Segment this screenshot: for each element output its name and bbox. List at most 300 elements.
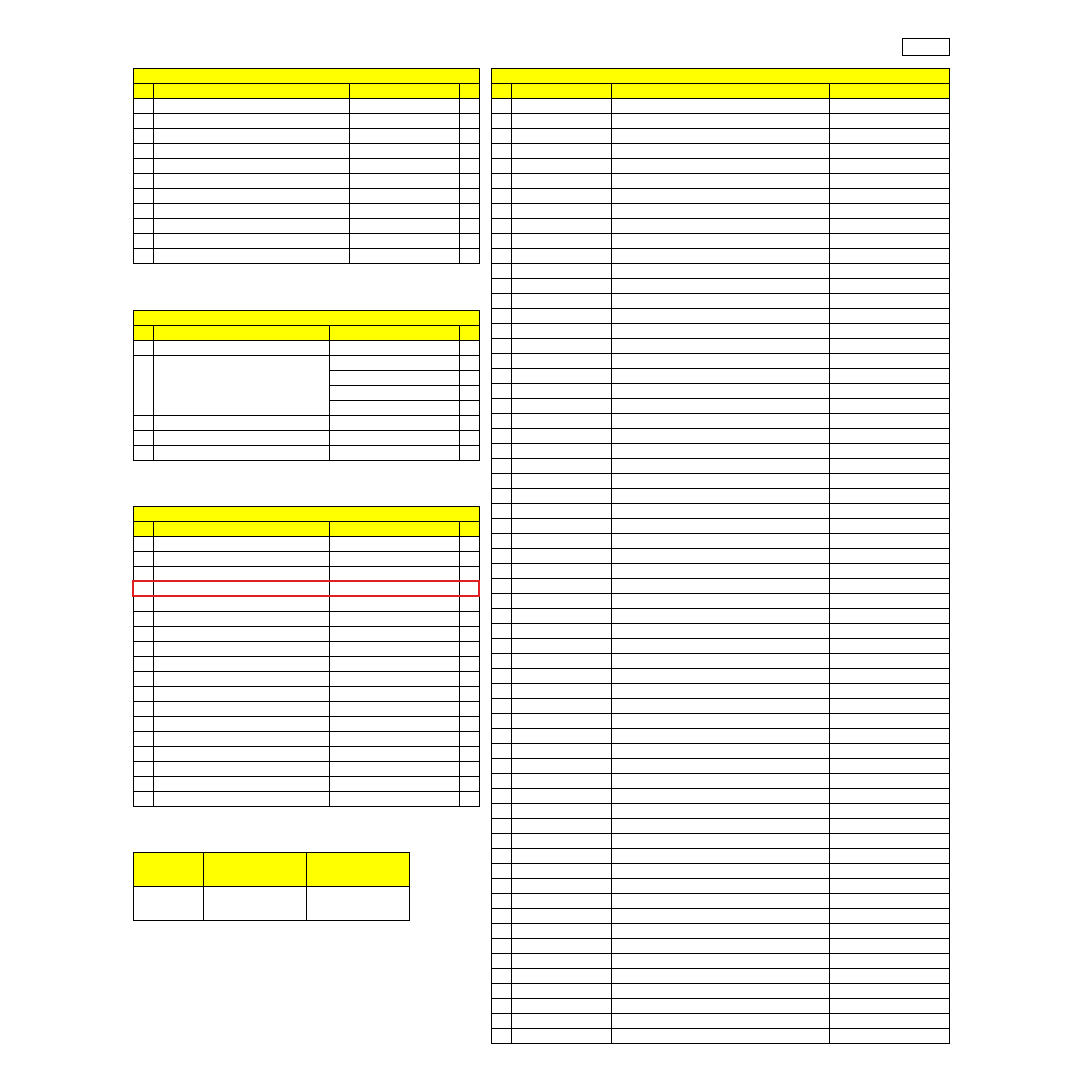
row-number bbox=[492, 99, 512, 114]
row-number bbox=[492, 414, 512, 429]
row-number bbox=[134, 356, 154, 416]
athlete-affiliation bbox=[612, 399, 830, 414]
row-sport bbox=[330, 552, 460, 567]
athlete-name bbox=[512, 669, 612, 684]
row-serial bbox=[460, 189, 480, 204]
athlete-affiliation bbox=[612, 549, 830, 564]
row-sport bbox=[350, 189, 460, 204]
row-sport bbox=[330, 642, 460, 657]
club-table bbox=[133, 506, 480, 807]
row-name bbox=[154, 341, 330, 356]
table-row bbox=[492, 534, 950, 549]
row-number bbox=[492, 249, 512, 264]
row-sport bbox=[330, 657, 460, 672]
row-number bbox=[134, 219, 154, 234]
athlete-name bbox=[512, 504, 612, 519]
summary-header bbox=[134, 853, 204, 887]
athlete-sport bbox=[830, 1014, 950, 1029]
row-sport bbox=[330, 597, 460, 612]
row-name bbox=[154, 552, 330, 567]
athlete-affiliation bbox=[612, 174, 830, 189]
row-number bbox=[134, 234, 154, 249]
table-row bbox=[492, 579, 950, 594]
table-row bbox=[492, 309, 950, 324]
athlete-name bbox=[512, 354, 612, 369]
table-row bbox=[492, 744, 950, 759]
athlete-name bbox=[512, 969, 612, 984]
row-number bbox=[492, 714, 512, 729]
table-row bbox=[134, 642, 480, 657]
athlete-affiliation bbox=[612, 909, 830, 924]
row-name bbox=[154, 672, 330, 687]
athlete-sport bbox=[830, 369, 950, 384]
row-serial bbox=[460, 537, 480, 552]
col-header bbox=[134, 84, 154, 99]
athlete-affiliation bbox=[612, 1014, 830, 1029]
athlete-affiliation bbox=[612, 624, 830, 639]
athlete-sport bbox=[830, 669, 950, 684]
row-sport bbox=[330, 672, 460, 687]
table-row bbox=[492, 774, 950, 789]
university-table bbox=[133, 310, 480, 461]
athlete-sport bbox=[830, 159, 950, 174]
row-number bbox=[492, 594, 512, 609]
athlete-affiliation bbox=[612, 519, 830, 534]
row-name bbox=[154, 792, 330, 807]
table-row bbox=[492, 699, 950, 714]
col-header bbox=[330, 522, 460, 537]
row-serial bbox=[460, 129, 480, 144]
athlete-name bbox=[512, 639, 612, 654]
individual-caption bbox=[492, 69, 950, 84]
table-row bbox=[134, 249, 480, 264]
table-row bbox=[492, 204, 950, 219]
row-number bbox=[492, 294, 512, 309]
row-number bbox=[492, 1014, 512, 1029]
row-serial bbox=[460, 401, 480, 416]
row-serial bbox=[460, 159, 480, 174]
row-sport bbox=[330, 717, 460, 732]
table-row bbox=[134, 687, 480, 702]
table-row bbox=[492, 669, 950, 684]
table-row bbox=[134, 747, 480, 762]
row-number bbox=[134, 597, 154, 612]
athlete-affiliation bbox=[612, 954, 830, 969]
athlete-affiliation bbox=[612, 129, 830, 144]
athlete-sport bbox=[830, 999, 950, 1014]
highlight-box bbox=[132, 580, 480, 597]
athlete-sport bbox=[830, 684, 950, 699]
athlete-sport bbox=[830, 894, 950, 909]
row-name bbox=[154, 99, 350, 114]
table-row bbox=[492, 339, 950, 354]
table-row bbox=[134, 657, 480, 672]
row-number bbox=[134, 687, 154, 702]
row-number bbox=[492, 954, 512, 969]
athlete-sport bbox=[830, 534, 950, 549]
row-name bbox=[154, 159, 350, 174]
athlete-name bbox=[512, 1014, 612, 1029]
row-number bbox=[492, 609, 512, 624]
table-row bbox=[492, 144, 950, 159]
athlete-affiliation bbox=[612, 234, 830, 249]
row-name bbox=[154, 249, 350, 264]
row-name bbox=[154, 431, 330, 446]
row-name bbox=[154, 356, 330, 416]
row-club bbox=[330, 431, 460, 446]
athlete-name bbox=[512, 459, 612, 474]
row-name bbox=[154, 762, 330, 777]
athlete-affiliation bbox=[612, 459, 830, 474]
table-row bbox=[492, 369, 950, 384]
athlete-sport bbox=[830, 144, 950, 159]
row-number bbox=[134, 702, 154, 717]
row-serial bbox=[460, 341, 480, 356]
row-sport bbox=[330, 687, 460, 702]
row-number bbox=[492, 639, 512, 654]
athlete-name bbox=[512, 339, 612, 354]
row-sport bbox=[330, 747, 460, 762]
row-serial bbox=[460, 642, 480, 657]
summary-header bbox=[307, 853, 410, 887]
row-number bbox=[492, 564, 512, 579]
athlete-name bbox=[512, 1029, 612, 1044]
row-number bbox=[134, 431, 154, 446]
athlete-name bbox=[512, 189, 612, 204]
athlete-affiliation bbox=[612, 969, 830, 984]
athlete-sport bbox=[830, 414, 950, 429]
athlete-name bbox=[512, 759, 612, 774]
athlete-sport bbox=[830, 939, 950, 954]
table-row bbox=[492, 114, 950, 129]
row-club bbox=[330, 341, 460, 356]
row-number bbox=[134, 537, 154, 552]
athlete-name bbox=[512, 534, 612, 549]
row-number bbox=[492, 759, 512, 774]
athlete-sport bbox=[830, 879, 950, 894]
row-number bbox=[492, 369, 512, 384]
athlete-affiliation bbox=[612, 324, 830, 339]
table-row bbox=[492, 519, 950, 534]
athlete-name bbox=[512, 999, 612, 1014]
summary-value bbox=[204, 887, 307, 921]
row-serial bbox=[460, 371, 480, 386]
row-serial bbox=[460, 597, 480, 612]
athlete-affiliation bbox=[612, 729, 830, 744]
athlete-sport bbox=[830, 354, 950, 369]
row-serial bbox=[460, 747, 480, 762]
athlete-sport bbox=[830, 564, 950, 579]
col-header bbox=[460, 84, 480, 99]
athlete-sport bbox=[830, 579, 950, 594]
row-number bbox=[134, 144, 154, 159]
table-row bbox=[492, 249, 950, 264]
table-row bbox=[492, 1014, 950, 1029]
table-row bbox=[492, 849, 950, 864]
athlete-sport bbox=[830, 429, 950, 444]
table-row bbox=[492, 879, 950, 894]
athlete-affiliation bbox=[612, 414, 830, 429]
athlete-sport bbox=[830, 654, 950, 669]
table-row bbox=[134, 597, 480, 612]
table-row bbox=[134, 341, 480, 356]
row-name bbox=[154, 732, 330, 747]
row-number bbox=[492, 684, 512, 699]
athlete-affiliation bbox=[612, 744, 830, 759]
athlete-affiliation bbox=[612, 114, 830, 129]
col-header bbox=[154, 326, 330, 341]
col-header bbox=[154, 84, 350, 99]
table-row bbox=[134, 174, 480, 189]
row-name bbox=[154, 174, 350, 189]
athlete-name bbox=[512, 249, 612, 264]
athlete-name bbox=[512, 204, 612, 219]
table-row bbox=[492, 834, 950, 849]
athlete-name bbox=[512, 99, 612, 114]
athlete-name bbox=[512, 279, 612, 294]
athlete-sport bbox=[830, 714, 950, 729]
athlete-name bbox=[512, 159, 612, 174]
table-row bbox=[492, 429, 950, 444]
row-name bbox=[154, 189, 350, 204]
athlete-affiliation bbox=[612, 564, 830, 579]
athlete-name bbox=[512, 474, 612, 489]
athlete-sport bbox=[830, 774, 950, 789]
row-sport bbox=[330, 732, 460, 747]
row-number bbox=[134, 341, 154, 356]
athlete-name bbox=[512, 564, 612, 579]
table-row bbox=[134, 792, 480, 807]
col-header bbox=[460, 326, 480, 341]
row-name bbox=[154, 129, 350, 144]
corporate-caption bbox=[134, 69, 480, 84]
row-sport bbox=[350, 99, 460, 114]
table-row bbox=[492, 489, 950, 504]
row-club bbox=[330, 371, 460, 386]
table-row bbox=[134, 777, 480, 792]
row-sport bbox=[350, 174, 460, 189]
row-number bbox=[134, 672, 154, 687]
athlete-sport bbox=[830, 519, 950, 534]
row-number bbox=[492, 894, 512, 909]
row-number bbox=[492, 354, 512, 369]
row-sport bbox=[330, 792, 460, 807]
table-row bbox=[492, 234, 950, 249]
row-number bbox=[492, 879, 512, 894]
table-row bbox=[134, 114, 480, 129]
athlete-affiliation bbox=[612, 669, 830, 684]
row-number bbox=[134, 732, 154, 747]
athlete-affiliation bbox=[612, 339, 830, 354]
row-number bbox=[492, 339, 512, 354]
row-number bbox=[492, 579, 512, 594]
row-name bbox=[154, 144, 350, 159]
athlete-name bbox=[512, 984, 612, 999]
athlete-name bbox=[512, 579, 612, 594]
athlete-sport bbox=[830, 639, 950, 654]
athlete-sport bbox=[830, 99, 950, 114]
row-sport bbox=[350, 249, 460, 264]
col-header bbox=[830, 84, 950, 99]
table-row bbox=[492, 939, 950, 954]
table-row bbox=[492, 159, 950, 174]
row-number bbox=[492, 144, 512, 159]
row-name bbox=[154, 219, 350, 234]
row-sport bbox=[330, 777, 460, 792]
row-sport bbox=[350, 234, 460, 249]
row-number bbox=[134, 777, 154, 792]
athlete-name bbox=[512, 414, 612, 429]
row-club bbox=[330, 356, 460, 371]
row-number bbox=[134, 446, 154, 461]
athlete-name bbox=[512, 609, 612, 624]
athlete-affiliation bbox=[612, 774, 830, 789]
athlete-affiliation bbox=[612, 939, 830, 954]
row-number bbox=[492, 264, 512, 279]
individual-table bbox=[491, 68, 950, 1044]
col-header bbox=[612, 84, 830, 99]
row-number bbox=[492, 204, 512, 219]
table-row bbox=[492, 654, 950, 669]
athlete-name bbox=[512, 114, 612, 129]
athlete-affiliation bbox=[612, 849, 830, 864]
row-number bbox=[492, 129, 512, 144]
athlete-affiliation bbox=[612, 354, 830, 369]
row-number bbox=[492, 669, 512, 684]
attachment-label bbox=[902, 38, 950, 56]
athlete-name bbox=[512, 219, 612, 234]
row-sport bbox=[330, 537, 460, 552]
row-serial bbox=[460, 627, 480, 642]
athlete-affiliation bbox=[612, 834, 830, 849]
row-number bbox=[492, 654, 512, 669]
table-row bbox=[492, 714, 950, 729]
athlete-sport bbox=[830, 789, 950, 804]
athlete-sport bbox=[830, 819, 950, 834]
table-row bbox=[492, 999, 950, 1014]
row-number bbox=[492, 729, 512, 744]
athlete-affiliation bbox=[612, 999, 830, 1014]
athlete-name bbox=[512, 444, 612, 459]
athlete-name bbox=[512, 774, 612, 789]
table-row bbox=[134, 431, 480, 446]
athlete-affiliation bbox=[612, 654, 830, 669]
athlete-sport bbox=[830, 489, 950, 504]
athlete-affiliation bbox=[612, 789, 830, 804]
row-name bbox=[154, 537, 330, 552]
row-number bbox=[492, 279, 512, 294]
table-row bbox=[134, 552, 480, 567]
athlete-name bbox=[512, 804, 612, 819]
col-header bbox=[492, 84, 512, 99]
athlete-name bbox=[512, 894, 612, 909]
athlete-sport bbox=[830, 864, 950, 879]
row-number bbox=[492, 969, 512, 984]
row-name bbox=[154, 717, 330, 732]
row-number bbox=[492, 219, 512, 234]
col-header bbox=[512, 84, 612, 99]
row-number bbox=[492, 114, 512, 129]
row-number bbox=[492, 504, 512, 519]
athlete-affiliation bbox=[612, 759, 830, 774]
athlete-name bbox=[512, 624, 612, 639]
table-row bbox=[492, 564, 950, 579]
row-number bbox=[492, 549, 512, 564]
row-number bbox=[134, 204, 154, 219]
table-row bbox=[134, 762, 480, 777]
row-sport bbox=[330, 627, 460, 642]
athlete-sport bbox=[830, 474, 950, 489]
table-row bbox=[134, 189, 480, 204]
table-row bbox=[134, 99, 480, 114]
athlete-name bbox=[512, 549, 612, 564]
row-name bbox=[154, 747, 330, 762]
table-row bbox=[492, 444, 950, 459]
athlete-sport bbox=[830, 339, 950, 354]
athlete-name bbox=[512, 744, 612, 759]
row-serial bbox=[460, 114, 480, 129]
athlete-sport bbox=[830, 399, 950, 414]
table-row bbox=[492, 624, 950, 639]
row-serial bbox=[460, 249, 480, 264]
athlete-sport bbox=[830, 324, 950, 339]
athlete-affiliation bbox=[612, 219, 830, 234]
athlete-sport bbox=[830, 549, 950, 564]
athlete-name bbox=[512, 789, 612, 804]
table-row bbox=[134, 234, 480, 249]
row-number bbox=[492, 1029, 512, 1044]
athlete-affiliation bbox=[612, 1029, 830, 1044]
row-serial bbox=[460, 762, 480, 777]
table-row bbox=[134, 129, 480, 144]
athlete-sport bbox=[830, 759, 950, 774]
row-serial bbox=[460, 717, 480, 732]
athlete-name bbox=[512, 879, 612, 894]
athlete-affiliation bbox=[612, 294, 830, 309]
athlete-sport bbox=[830, 1029, 950, 1044]
athlete-affiliation bbox=[612, 534, 830, 549]
row-serial bbox=[460, 612, 480, 627]
table-row bbox=[492, 684, 950, 699]
row-number bbox=[134, 114, 154, 129]
athlete-name bbox=[512, 129, 612, 144]
row-name bbox=[154, 642, 330, 657]
athlete-affiliation bbox=[612, 894, 830, 909]
university-caption bbox=[134, 311, 480, 326]
row-serial bbox=[460, 702, 480, 717]
row-number bbox=[492, 624, 512, 639]
table-row bbox=[134, 204, 480, 219]
athlete-affiliation bbox=[612, 489, 830, 504]
row-sport bbox=[350, 114, 460, 129]
table-row bbox=[492, 894, 950, 909]
row-number bbox=[492, 189, 512, 204]
row-club bbox=[330, 386, 460, 401]
row-number bbox=[492, 804, 512, 819]
athlete-sport bbox=[830, 984, 950, 999]
athlete-sport bbox=[830, 174, 950, 189]
athlete-affiliation bbox=[612, 249, 830, 264]
table-row bbox=[492, 819, 950, 834]
row-name bbox=[154, 597, 330, 612]
table-row bbox=[134, 159, 480, 174]
row-number bbox=[492, 159, 512, 174]
row-number bbox=[492, 999, 512, 1014]
row-number bbox=[134, 762, 154, 777]
row-sport bbox=[350, 159, 460, 174]
table-row bbox=[492, 804, 950, 819]
row-number bbox=[492, 984, 512, 999]
